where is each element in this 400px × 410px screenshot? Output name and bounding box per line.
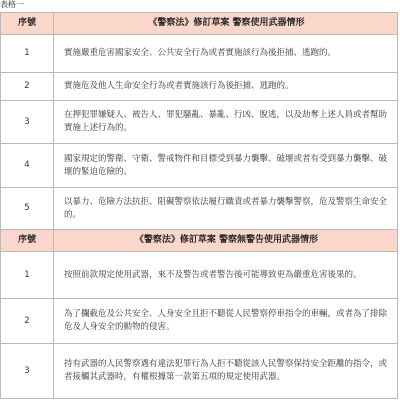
row-number: 1 <box>1 35 54 73</box>
section-header-row <box>1 230 398 252</box>
section-title-weapon-use: 《警察法》修訂草案 警察使用武器情形 <box>54 13 398 35</box>
row-number: 2 <box>1 73 54 101</box>
row-text: 以暴力、危險方法抗拒、阻礙警察依法履行職責或者暴力襲擊警察，危及警察生命安全的。 <box>54 188 398 230</box>
column-header-number: 序號 <box>1 13 54 35</box>
row-text: 國家規定的警衛、守衛、警戒物件和目標受到暴力襲擊、破壞或者有受到暴力襲擊、破壞的緊迫危險的。 <box>54 144 398 188</box>
row-number: 3 <box>1 101 54 144</box>
table-caption: 表格一 <box>0 0 24 9</box>
row-text: 為了攔截危及公共安全、人身安全且拒不聽從人民警察停車指令的車輛，或者為了排除危及人身安全的動物的侵害。 <box>54 299 398 344</box>
row-number: 1 <box>1 252 54 299</box>
table-row <box>1 299 398 344</box>
row-number: 4 <box>1 144 54 188</box>
table-row <box>1 73 398 101</box>
section-header-row <box>1 13 398 35</box>
row-text: 實施嚴重危害國家安全、公共安全行為或者實施該行為後拒捕、逃跑的。 <box>54 35 398 73</box>
table-row <box>1 101 398 144</box>
section-title-weapon-use-without-warning: 《警察法》修訂草案 警察無警告使用武器情形 <box>54 230 398 252</box>
table-row <box>1 252 398 299</box>
row-text: 實施危及他人生命安全行為或者實施該行為後拒捕、逃跑的。 <box>54 73 398 101</box>
column-header-number: 序號 <box>1 230 54 252</box>
weapons-table <box>0 12 398 399</box>
row-text: 在押犯罪嫌疑人、被告人、罪犯騷亂、暴亂、行凶、脫逃，以及劫奪上述人員或者幫助實施上述行為的。 <box>54 101 398 144</box>
table-row <box>1 35 398 73</box>
row-number: 2 <box>1 299 54 344</box>
row-text: 按照前款規定使用武器，來不及警告或者警告後可能導致更為嚴重危害後果的。 <box>54 252 398 299</box>
table-row <box>1 344 398 399</box>
row-text: 持有武器的人民警察遇有違法犯罪行為人拒不聽從該人民警察保持安全距離的指令，或者接觸其武器時，有權根據第一款第五項的規定使用武器。 <box>54 344 398 399</box>
row-number: 3 <box>1 344 54 399</box>
table-row <box>1 188 398 230</box>
table-row <box>1 144 398 188</box>
row-number: 5 <box>1 188 54 230</box>
